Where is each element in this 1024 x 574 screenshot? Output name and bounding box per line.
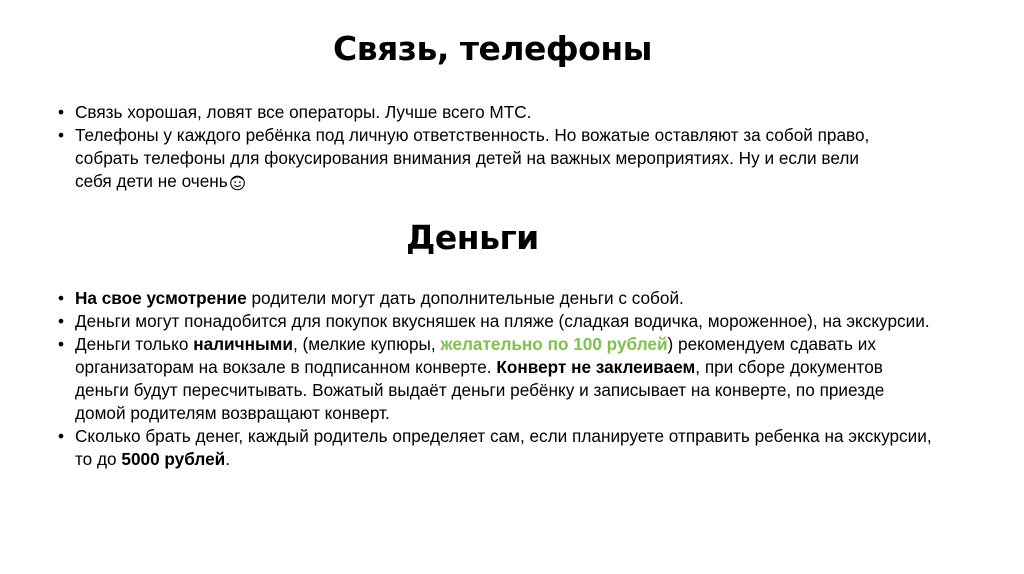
money-bullet-list [55, 287, 985, 471]
bullet-text: организаторам на вокзале в подписанном конверте. [75, 357, 497, 377]
bullet-text: Связь хорошая, ловят все операторы. Лучше всего МТС. [75, 102, 532, 122]
bullet-bold-text: Конверт не заклеиваем [496, 357, 696, 377]
bullet-item-connection [55, 101, 955, 124]
bullet-text: ) рекомендуем сдавать их [667, 334, 876, 354]
bullet-item-discretion [55, 287, 985, 310]
bullet-item-purchases [55, 310, 985, 333]
communication-bullet-list [55, 101, 955, 193]
bullet-text: Деньги могут понадобится для покупок вкусняшек на пляже (сладкая водичка, мороженное), на экскурсии. [75, 311, 930, 331]
section-title-money: Деньги [406, 218, 539, 257]
bullet-text: , при сборе документов [695, 357, 883, 377]
bullet-text: домой родителям возвращают конверт. [75, 403, 390, 423]
bullet-text: , (мелкие купюры, [292, 334, 441, 354]
smiley-face-icon [229, 174, 246, 191]
bullet-highlight-text: желательно по 100 рублей [440, 334, 668, 354]
bullet-text: себя дети не очень [75, 171, 228, 191]
bullet-bold-text: 5000 рублей [121, 449, 226, 469]
bullet-item-amount [55, 425, 985, 471]
bullet-text: деньги будут пересчитывать. Вожатый выдаёт деньги ребёнку и записывает на конверте, по приезде [75, 380, 885, 400]
bullet-text: родители могут дать дополнительные деньги с собой. [246, 288, 684, 308]
section-title-communication: Связь, телефоны [333, 29, 652, 68]
bullet-text: Сколько брать денег, каждый родитель определяет сам, если планируете отправить ребенка на экскурсии, [75, 426, 932, 446]
bullet-text: то до [75, 449, 122, 469]
bullet-text: Телефоны у каждого ребёнка под личную ответственность. Но вожатые оставляют за собой право, [75, 125, 870, 145]
bullet-text: Деньги только [75, 334, 194, 354]
bullet-item-cash [55, 333, 985, 425]
bullet-item-phones [55, 124, 955, 193]
bullet-bold-text: На свое усмотрение [75, 288, 247, 308]
bullet-text: собрать телефоны для фокусирования внимания детей на важных мероприятиях. Ну и если вели [75, 148, 859, 168]
bullet-text: . [225, 449, 231, 469]
bullet-bold-text: наличными [193, 334, 293, 354]
